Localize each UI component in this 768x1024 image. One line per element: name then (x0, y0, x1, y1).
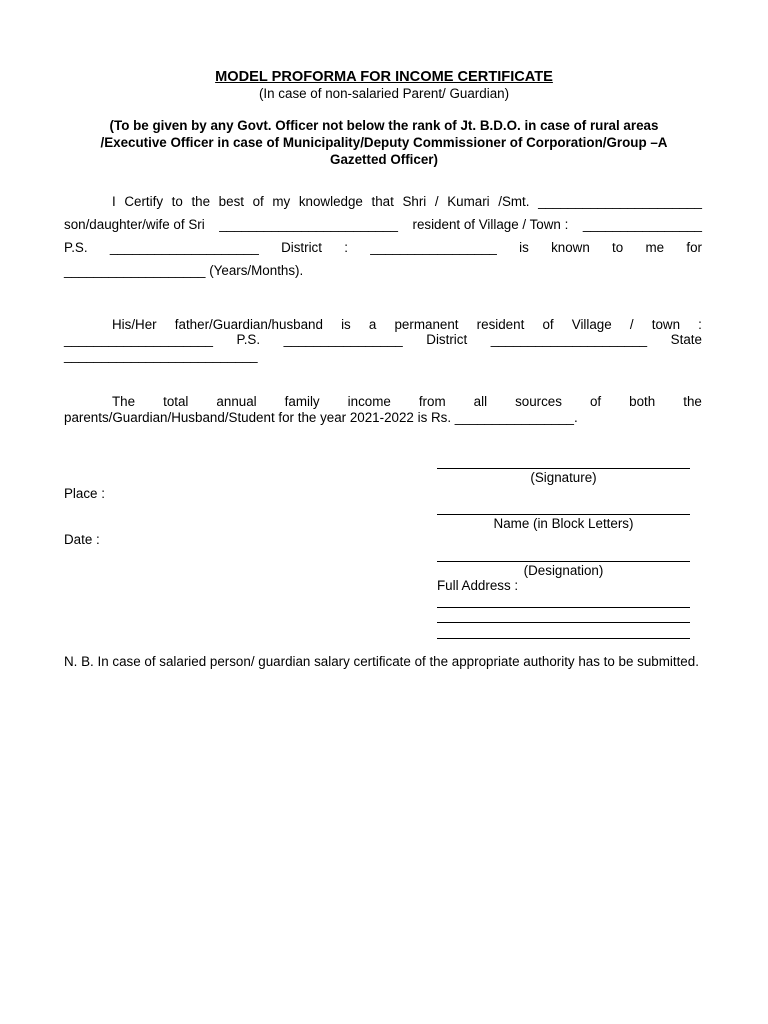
residence-ps-blank: ________________ (283, 332, 403, 347)
name-blank: ______________________ (538, 194, 702, 209)
residence-line-1: His/Her father/Guardian/husband is a permanent resident of Village / town : (112, 317, 702, 332)
certify-line-2: son/daughter/wife of Sri ________________________ resident of Village / Town : ________________ (64, 217, 702, 232)
page-title: MODEL PROFORMA FOR INCOME CERTIFICATE (215, 69, 553, 85)
village-town-blank: ________________ (582, 217, 702, 232)
certify-line-4: ___________________ (Years/Months). (64, 263, 304, 278)
signature-label: (Signature) (530, 470, 597, 485)
parent-name-blank: ________________________ (219, 217, 398, 232)
certify-line-1: I Certify to the best of my knowledge that Shri / Kumari /Smt. ______________________ (112, 194, 702, 209)
signature-line (437, 468, 690, 469)
place-label: Place : (64, 486, 105, 501)
date-label: Date : (64, 532, 100, 547)
state-blank: __________________________ (64, 348, 258, 363)
village-blank: ____________________ (64, 332, 213, 347)
issuing-authority-note (64, 117, 704, 168)
residence-district-blank: _____________________ (490, 332, 648, 347)
nb-note: N. B. In case of salaried person/ guardian salary certificate of the appropriate authority has to be submitted. (64, 654, 699, 669)
income-line-2: parents/Guardian/Husband/Student for the year 2021-2022 is Rs. ________________. (64, 410, 578, 425)
full-address-label: Full Address : (437, 578, 519, 593)
name-block-letters-label: Name (in Block Letters) (493, 516, 634, 531)
authority-note-line-2: /Executive Officer in case of Municipality/Deputy Commissioner of Corporation/Group –A (100, 135, 668, 150)
page-subtitle: (In case of non-salaried Parent/ Guardian) (258, 86, 510, 101)
district-blank: _________________ (370, 240, 497, 255)
address-line-1 (437, 607, 690, 608)
authority-note-line-1: (To be given by any Govt. Officer not below the rank of Jt. B.D.O. in case of rural areas (109, 118, 659, 133)
ps-blank: ____________________ (109, 240, 259, 255)
authority-note-line-3: Gazetted Officer) (330, 152, 438, 167)
designation-label: (Designation) (523, 563, 604, 578)
certify-line-3: P.S. ____________________ District : _________________ is known to me for (64, 240, 702, 255)
address-line-2 (437, 622, 690, 623)
name-line (437, 514, 690, 515)
designation-line (437, 561, 690, 562)
residence-line-2: ____________________ P.S. ________________ District _____________________ State (64, 332, 702, 347)
income-line-1: The total annual family income from all sources of both the (112, 394, 702, 409)
address-line-3 (437, 638, 690, 639)
